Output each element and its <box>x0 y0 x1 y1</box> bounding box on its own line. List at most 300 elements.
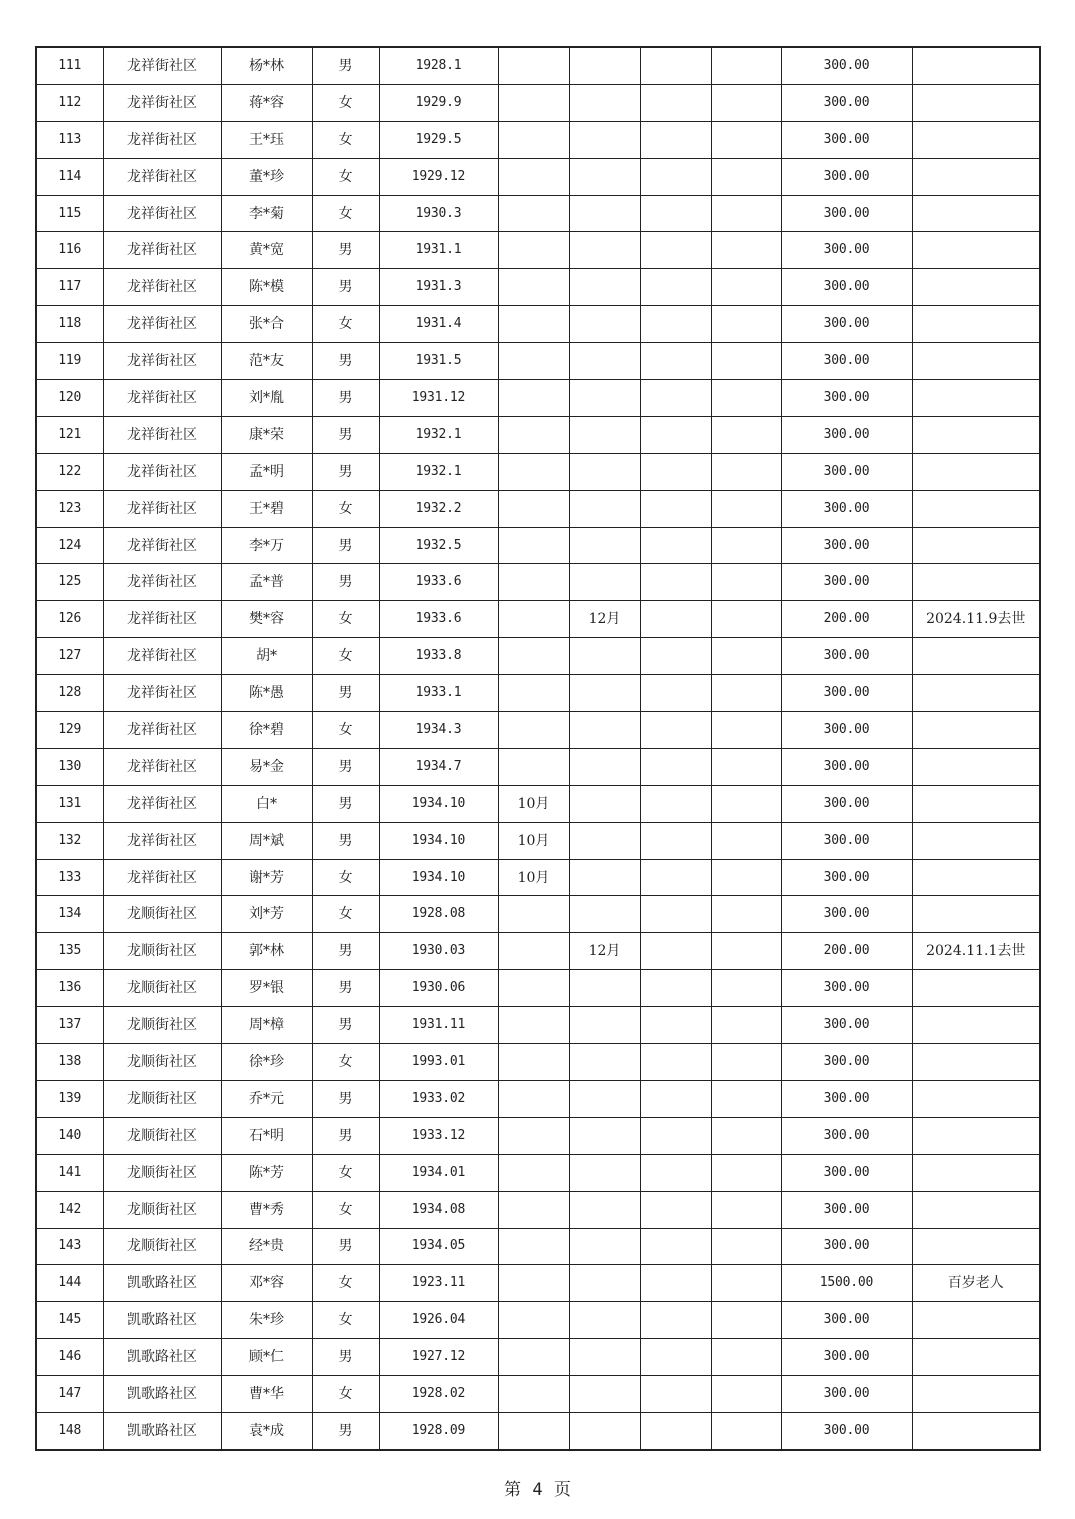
cell-no: 134 <box>36 896 103 933</box>
cell-amount: 300.00 <box>781 343 912 380</box>
cell-gender: 男 <box>312 1080 379 1117</box>
cell-col9 <box>711 675 781 712</box>
table-row <box>36 822 1040 859</box>
cell-name: 石*明 <box>221 1117 312 1154</box>
cell-no: 132 <box>36 822 103 859</box>
cell-community: 龙祥街社区 <box>103 712 221 749</box>
cell-col8 <box>640 1376 711 1413</box>
cell-remark <box>912 121 1040 158</box>
cell-no: 125 <box>36 564 103 601</box>
cell-no: 112 <box>36 84 103 121</box>
cell-col8 <box>640 822 711 859</box>
cell-no: 144 <box>36 1265 103 1302</box>
cell-col9 <box>711 970 781 1007</box>
cell-community: 龙顺街社区 <box>103 1154 221 1191</box>
cell-gender: 男 <box>312 343 379 380</box>
cell-col8 <box>640 195 711 232</box>
cell-no: 131 <box>36 785 103 822</box>
cell-birth: 1934.05 <box>379 1228 498 1265</box>
cell-gender: 男 <box>312 675 379 712</box>
cell-col8 <box>640 232 711 269</box>
cell-col9 <box>711 47 781 84</box>
table-row <box>36 1302 1040 1339</box>
cell-col7 <box>569 490 640 527</box>
cell-birth: 1934.01 <box>379 1154 498 1191</box>
cell-no: 140 <box>36 1117 103 1154</box>
cell-gender: 男 <box>312 269 379 306</box>
cell-gender: 男 <box>312 1339 379 1376</box>
cell-col9 <box>711 1154 781 1191</box>
table-row <box>36 1191 1040 1228</box>
cell-gender: 男 <box>312 453 379 490</box>
cell-remark <box>912 84 1040 121</box>
cell-community: 龙顺街社区 <box>103 1191 221 1228</box>
cell-remark <box>912 453 1040 490</box>
cell-remark <box>912 1191 1040 1228</box>
cell-name: 曹*华 <box>221 1376 312 1413</box>
cell-no: 137 <box>36 1007 103 1044</box>
cell-gender: 女 <box>312 1302 379 1339</box>
cell-name: 郭*林 <box>221 933 312 970</box>
cell-col6 <box>498 1412 569 1449</box>
cell-birth: 1934.3 <box>379 712 498 749</box>
cell-birth: 1934.08 <box>379 1191 498 1228</box>
cell-col7 <box>569 121 640 158</box>
cell-col6 <box>498 638 569 675</box>
cell-name: 刘*胤 <box>221 380 312 417</box>
cell-col6 <box>498 1228 569 1265</box>
cell-col9 <box>711 933 781 970</box>
cell-col7 <box>569 859 640 896</box>
cell-community: 龙顺街社区 <box>103 1117 221 1154</box>
cell-col7 <box>569 1191 640 1228</box>
cell-no: 111 <box>36 47 103 84</box>
cell-col9 <box>711 748 781 785</box>
cell-col9 <box>711 1302 781 1339</box>
table-row <box>36 380 1040 417</box>
cell-amount: 300.00 <box>781 1154 912 1191</box>
cell-birth: 1933.1 <box>379 675 498 712</box>
cell-col8 <box>640 269 711 306</box>
cell-col6 <box>498 564 569 601</box>
cell-col6 <box>498 232 569 269</box>
cell-amount: 200.00 <box>781 601 912 638</box>
cell-col7 <box>569 343 640 380</box>
cell-gender: 男 <box>312 933 379 970</box>
cell-community: 龙顺街社区 <box>103 1228 221 1265</box>
cell-community: 龙祥街社区 <box>103 527 221 564</box>
cell-amount: 300.00 <box>781 232 912 269</box>
cell-gender: 男 <box>312 527 379 564</box>
cell-amount: 300.00 <box>781 970 912 1007</box>
cell-community: 凯歌路社区 <box>103 1339 221 1376</box>
cell-community: 龙祥街社区 <box>103 195 221 232</box>
cell-community: 龙祥街社区 <box>103 47 221 84</box>
cell-birth: 1930.3 <box>379 195 498 232</box>
cell-name: 陈*愚 <box>221 675 312 712</box>
cell-no: 142 <box>36 1191 103 1228</box>
cell-amount: 300.00 <box>781 1191 912 1228</box>
cell-col8 <box>640 1265 711 1302</box>
cell-community: 凯歌路社区 <box>103 1412 221 1449</box>
table-row <box>36 1007 1040 1044</box>
cell-amount: 300.00 <box>781 564 912 601</box>
cell-community: 龙祥街社区 <box>103 748 221 785</box>
cell-birth: 1931.4 <box>379 306 498 343</box>
cell-remark <box>912 1154 1040 1191</box>
cell-no: 143 <box>36 1228 103 1265</box>
cell-community: 龙祥街社区 <box>103 785 221 822</box>
cell-community: 龙祥街社区 <box>103 84 221 121</box>
footer-prefix: 第 <box>503 1480 521 1500</box>
cell-amount: 300.00 <box>781 785 912 822</box>
cell-col9 <box>711 1339 781 1376</box>
cell-birth: 1930.03 <box>379 933 498 970</box>
cell-col7 <box>569 416 640 453</box>
table-row <box>36 306 1040 343</box>
cell-col8 <box>640 748 711 785</box>
cell-col7 <box>569 1302 640 1339</box>
cell-col7 <box>569 1265 640 1302</box>
cell-amount: 300.00 <box>781 490 912 527</box>
cell-remark <box>912 638 1040 675</box>
cell-amount: 300.00 <box>781 1376 912 1413</box>
cell-birth: 1932.5 <box>379 527 498 564</box>
cell-remark <box>912 490 1040 527</box>
cell-name: 蒋*容 <box>221 84 312 121</box>
cell-no: 113 <box>36 121 103 158</box>
cell-birth: 1933.6 <box>379 564 498 601</box>
cell-col8 <box>640 380 711 417</box>
cell-no: 114 <box>36 158 103 195</box>
cell-remark <box>912 1080 1040 1117</box>
cell-community: 龙顺街社区 <box>103 1007 221 1044</box>
cell-community: 凯歌路社区 <box>103 1302 221 1339</box>
cell-gender: 女 <box>312 306 379 343</box>
cell-community: 龙祥街社区 <box>103 380 221 417</box>
cell-col9 <box>711 121 781 158</box>
cell-col7 <box>569 896 640 933</box>
cell-birth: 1929.5 <box>379 121 498 158</box>
cell-col6 <box>498 933 569 970</box>
cell-no: 117 <box>36 269 103 306</box>
cell-remark <box>912 232 1040 269</box>
cell-remark <box>912 416 1040 453</box>
cell-col7: 12月 <box>569 601 640 638</box>
cell-birth: 1931.1 <box>379 232 498 269</box>
cell-name: 徐*碧 <box>221 712 312 749</box>
cell-col7: 12月 <box>569 933 640 970</box>
cell-col6 <box>498 1265 569 1302</box>
cell-col7 <box>569 453 640 490</box>
cell-col8 <box>640 1191 711 1228</box>
cell-col9 <box>711 1117 781 1154</box>
table-row <box>36 712 1040 749</box>
cell-gender: 女 <box>312 121 379 158</box>
cell-community: 龙顺街社区 <box>103 933 221 970</box>
table-body <box>36 47 1040 1450</box>
cell-col6: 10月 <box>498 859 569 896</box>
cell-gender: 女 <box>312 1376 379 1413</box>
cell-gender: 女 <box>312 638 379 675</box>
cell-no: 124 <box>36 527 103 564</box>
cell-name: 范*友 <box>221 343 312 380</box>
cell-birth: 1928.09 <box>379 1412 498 1449</box>
cell-col9 <box>711 1412 781 1449</box>
cell-col8 <box>640 1117 711 1154</box>
cell-gender: 女 <box>312 490 379 527</box>
cell-community: 龙顺街社区 <box>103 1044 221 1081</box>
cell-birth: 1932.1 <box>379 416 498 453</box>
cell-community: 龙祥街社区 <box>103 416 221 453</box>
cell-remark <box>912 47 1040 84</box>
table-row <box>36 601 1040 638</box>
cell-name: 孟*普 <box>221 564 312 601</box>
cell-col8 <box>640 453 711 490</box>
cell-no: 127 <box>36 638 103 675</box>
cell-col9 <box>711 822 781 859</box>
cell-remark <box>912 380 1040 417</box>
cell-community: 龙祥街社区 <box>103 490 221 527</box>
cell-name: 董*珍 <box>221 158 312 195</box>
cell-birth: 1934.10 <box>379 822 498 859</box>
cell-name: 经*贵 <box>221 1228 312 1265</box>
cell-col7 <box>569 232 640 269</box>
cell-name: 张*合 <box>221 306 312 343</box>
cell-birth: 1931.11 <box>379 1007 498 1044</box>
cell-name: 康*荣 <box>221 416 312 453</box>
cell-col8 <box>640 527 711 564</box>
cell-no: 146 <box>36 1339 103 1376</box>
cell-col9 <box>711 1044 781 1081</box>
cell-no: 120 <box>36 380 103 417</box>
cell-community: 龙顺街社区 <box>103 970 221 1007</box>
table-row <box>36 1339 1040 1376</box>
cell-gender: 男 <box>312 970 379 1007</box>
cell-name: 杨*林 <box>221 47 312 84</box>
cell-remark <box>912 1044 1040 1081</box>
cell-community: 凯歌路社区 <box>103 1265 221 1302</box>
cell-amount: 300.00 <box>781 269 912 306</box>
cell-col6 <box>498 158 569 195</box>
cell-remark <box>912 712 1040 749</box>
cell-col6 <box>498 675 569 712</box>
cell-col7 <box>569 306 640 343</box>
cell-no: 130 <box>36 748 103 785</box>
cell-name: 朱*珍 <box>221 1302 312 1339</box>
cell-col7 <box>569 1376 640 1413</box>
cell-col9 <box>711 453 781 490</box>
cell-amount: 300.00 <box>781 675 912 712</box>
table-row <box>36 1376 1040 1413</box>
cell-col8 <box>640 712 711 749</box>
cell-col9 <box>711 712 781 749</box>
cell-community: 龙顺街社区 <box>103 1080 221 1117</box>
cell-col9 <box>711 564 781 601</box>
cell-birth: 1934.10 <box>379 859 498 896</box>
cell-remark <box>912 970 1040 1007</box>
cell-remark <box>912 675 1040 712</box>
cell-remark: 百岁老人 <box>912 1265 1040 1302</box>
cell-amount: 300.00 <box>781 822 912 859</box>
cell-no: 128 <box>36 675 103 712</box>
cell-community: 龙祥街社区 <box>103 675 221 712</box>
cell-no: 136 <box>36 970 103 1007</box>
table-row <box>36 453 1040 490</box>
cell-no: 116 <box>36 232 103 269</box>
cell-birth: 1933.6 <box>379 601 498 638</box>
cell-no: 147 <box>36 1376 103 1413</box>
cell-amount: 300.00 <box>781 380 912 417</box>
cell-amount: 300.00 <box>781 1339 912 1376</box>
cell-col8 <box>640 1228 711 1265</box>
cell-birth: 1934.10 <box>379 785 498 822</box>
cell-col9 <box>711 1376 781 1413</box>
table-row <box>36 1117 1040 1154</box>
cell-col7 <box>569 47 640 84</box>
cell-name: 李*万 <box>221 527 312 564</box>
cell-col9 <box>711 490 781 527</box>
cell-name: 周*斌 <box>221 822 312 859</box>
cell-gender: 女 <box>312 195 379 232</box>
cell-col7 <box>569 638 640 675</box>
cell-amount: 300.00 <box>781 158 912 195</box>
cell-remark <box>912 896 1040 933</box>
cell-gender: 女 <box>312 1191 379 1228</box>
cell-name: 陈*芳 <box>221 1154 312 1191</box>
cell-birth: 1930.06 <box>379 970 498 1007</box>
cell-name: 周*樟 <box>221 1007 312 1044</box>
cell-name: 易*金 <box>221 748 312 785</box>
cell-col7 <box>569 84 640 121</box>
cell-amount: 300.00 <box>781 47 912 84</box>
cell-amount: 300.00 <box>781 527 912 564</box>
cell-name: 黄*宽 <box>221 232 312 269</box>
cell-amount: 1500.00 <box>781 1265 912 1302</box>
cell-birth: 1928.08 <box>379 896 498 933</box>
cell-col7 <box>569 1412 640 1449</box>
cell-no: 122 <box>36 453 103 490</box>
cell-col6 <box>498 1007 569 1044</box>
cell-no: 126 <box>36 601 103 638</box>
cell-col8 <box>640 675 711 712</box>
cell-col6 <box>498 1376 569 1413</box>
cell-col6 <box>498 195 569 232</box>
cell-col9 <box>711 416 781 453</box>
table-row <box>36 158 1040 195</box>
cell-col6 <box>498 47 569 84</box>
cell-gender: 男 <box>312 1412 379 1449</box>
cell-birth: 1933.02 <box>379 1080 498 1117</box>
table-row <box>36 1044 1040 1081</box>
cell-col9 <box>711 527 781 564</box>
table-row <box>36 638 1040 675</box>
cell-no: 119 <box>36 343 103 380</box>
cell-col7 <box>569 158 640 195</box>
cell-name: 白* <box>221 785 312 822</box>
cell-col6 <box>498 453 569 490</box>
cell-remark <box>912 158 1040 195</box>
cell-remark <box>912 1117 1040 1154</box>
cell-gender: 男 <box>312 1007 379 1044</box>
cell-birth: 1932.1 <box>379 453 498 490</box>
page-number: 4 <box>532 1480 543 1500</box>
cell-no: 133 <box>36 859 103 896</box>
cell-community: 龙祥街社区 <box>103 158 221 195</box>
cell-col9 <box>711 1228 781 1265</box>
cell-col8 <box>640 896 711 933</box>
cell-remark: 2024.11.9去世 <box>912 601 1040 638</box>
cell-col8 <box>640 1302 711 1339</box>
cell-col9 <box>711 1007 781 1044</box>
cell-amount: 300.00 <box>781 121 912 158</box>
cell-col6 <box>498 896 569 933</box>
cell-name: 胡* <box>221 638 312 675</box>
cell-col9 <box>711 896 781 933</box>
cell-remark <box>912 748 1040 785</box>
cell-col7 <box>569 675 640 712</box>
cell-col8 <box>640 84 711 121</box>
cell-community: 龙祥街社区 <box>103 343 221 380</box>
cell-col7 <box>569 748 640 785</box>
cell-birth: 1928.1 <box>379 47 498 84</box>
cell-birth: 1933.8 <box>379 638 498 675</box>
cell-gender: 男 <box>312 785 379 822</box>
cell-amount: 300.00 <box>781 416 912 453</box>
cell-col9 <box>711 1080 781 1117</box>
cell-community: 龙顺街社区 <box>103 896 221 933</box>
cell-col7 <box>569 527 640 564</box>
cell-col9 <box>711 269 781 306</box>
cell-remark <box>912 564 1040 601</box>
cell-col8 <box>640 47 711 84</box>
cell-col7 <box>569 1154 640 1191</box>
cell-no: 135 <box>36 933 103 970</box>
cell-gender: 女 <box>312 712 379 749</box>
cell-col8 <box>640 158 711 195</box>
cell-col8 <box>640 343 711 380</box>
cell-gender: 女 <box>312 84 379 121</box>
cell-col8 <box>640 121 711 158</box>
table-row <box>36 564 1040 601</box>
cell-community: 龙祥街社区 <box>103 859 221 896</box>
cell-col6 <box>498 1080 569 1117</box>
cell-community: 龙祥街社区 <box>103 601 221 638</box>
cell-birth: 1929.12 <box>379 158 498 195</box>
cell-name: 王*碧 <box>221 490 312 527</box>
table-row <box>36 1412 1040 1449</box>
cell-col9 <box>711 1265 781 1302</box>
cell-col8 <box>640 1007 711 1044</box>
cell-name: 袁*成 <box>221 1412 312 1449</box>
cell-col6 <box>498 1154 569 1191</box>
cell-no: 141 <box>36 1154 103 1191</box>
cell-no: 121 <box>36 416 103 453</box>
cell-col8 <box>640 601 711 638</box>
table-row <box>36 785 1040 822</box>
cell-col7 <box>569 785 640 822</box>
cell-birth: 1931.12 <box>379 380 498 417</box>
cell-gender: 女 <box>312 1265 379 1302</box>
cell-col6 <box>498 269 569 306</box>
cell-col9 <box>711 84 781 121</box>
cell-name: 乔*元 <box>221 1080 312 1117</box>
cell-gender: 男 <box>312 748 379 785</box>
cell-birth: 1923.11 <box>379 1265 498 1302</box>
cell-col7 <box>569 970 640 1007</box>
cell-gender: 女 <box>312 896 379 933</box>
cell-col7 <box>569 1044 640 1081</box>
